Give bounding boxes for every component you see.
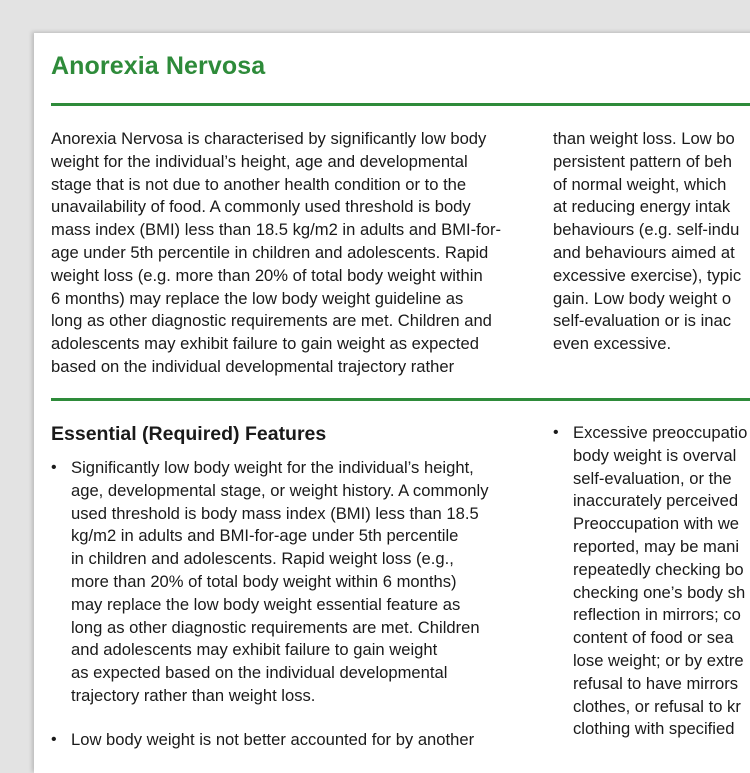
text-line: more than 20% of total body weight within 6 months) [71, 571, 457, 591]
text-line: • Excessive preoccupatio [573, 423, 748, 442]
text-line: inaccurately perceived [573, 491, 739, 511]
text-line: content of food or sea [573, 628, 734, 648]
text-line: age under 5th percentile in children and adolescents. Rapid [51, 242, 489, 262]
intro-paragraph-right [553, 128, 750, 356]
text-line: and behaviours aimed at [553, 242, 735, 262]
text-line: than weight loss. Low bo [553, 129, 735, 148]
essential-features-list-left [51, 457, 529, 773]
list-item [51, 729, 529, 752]
text-line: Anorexia Nervosa is characterised by significantly low body [51, 129, 487, 148]
text-line: used threshold is body mass index (BMI) less than 18.5 [71, 503, 479, 523]
text-line: as expected based on the individual developmental [71, 663, 448, 683]
text-line: excessive exercise), typic [553, 265, 742, 285]
text-line: refusal to have mirrors [573, 673, 739, 693]
text-line: • Low body weight is not better accounted for by another [71, 729, 475, 749]
text-line: persistent pattern of beh [553, 151, 732, 171]
text-line: clothing with specified [573, 719, 735, 739]
section-heading: Essential (Required) Features [51, 423, 327, 445]
text-line: stage that is not due to another health condition or to the [51, 174, 467, 194]
text-line: age, developmental stage, or weight history. A commonly [71, 480, 489, 500]
document-page [34, 33, 750, 773]
text-line: in children and adolescents. Rapid weight loss (e.g., [71, 549, 454, 569]
text-line: self-evaluation, or the [573, 468, 732, 488]
text-line: kg/m2 in adults and BMI-for-age under 5th percentile [71, 526, 459, 546]
text-line: Preoccupation with we [573, 514, 740, 534]
essential-features-list-right [553, 422, 750, 762]
text-line: unavailability of food. A commonly used threshold is body [51, 197, 471, 217]
intro-paragraph-left [51, 128, 529, 379]
text-line: trajectory rather than weight loss. [71, 685, 316, 705]
text-line: of normal weight, which [553, 174, 727, 194]
text-line: checking one’s body sh [573, 582, 746, 602]
text-line: may replace the low body weight essential feature as [71, 594, 461, 614]
text-line: and adolescents may exhibit failure to gain weight [71, 640, 438, 660]
text-line: long as other diagnostic requirements are met. Children and [51, 311, 492, 331]
text-line: gain. Low body weight o [553, 288, 732, 308]
text-line: mass index (BMI) less than 18.5 kg/m2 in adults and BMI-for- [51, 220, 502, 240]
list-item [51, 457, 529, 708]
text-line: clothes, or refusal to kr [573, 696, 741, 716]
text-line: long as other diagnostic requirements are met. Children [71, 617, 480, 637]
title-divider [51, 103, 750, 106]
text-line: reflection in mirrors; co [573, 605, 741, 625]
text-line: at reducing energy intak [553, 197, 731, 217]
text-line: 6 months) may replace the low body weight guideline as [51, 288, 464, 308]
text-line: behaviours (e.g. self-indu [553, 220, 740, 240]
list-item [553, 422, 750, 741]
text-line: repeatedly checking bo [573, 559, 744, 579]
section-divider [51, 398, 750, 401]
text-line: even excessive. [553, 334, 672, 354]
text-line: weight for the individual’s height, age and developmental [51, 151, 468, 171]
text-line: • Significantly low body weight for the individual’s height, [71, 458, 474, 477]
page-title: Anorexia Nervosa [51, 52, 266, 80]
text-line: self-evaluation or is inac [553, 311, 732, 331]
text-line: based on the individual developmental trajectory rather [51, 356, 455, 376]
text-line: adolescents may exhibit failure to gain weight as expected [51, 334, 480, 354]
text-line: reported, may be mani [573, 536, 740, 556]
text-line: lose weight; or by extre [573, 650, 744, 670]
text-line: weight loss (e.g. more than 20% of total body weight within [51, 265, 483, 285]
text-line: body weight is overval [573, 445, 737, 465]
